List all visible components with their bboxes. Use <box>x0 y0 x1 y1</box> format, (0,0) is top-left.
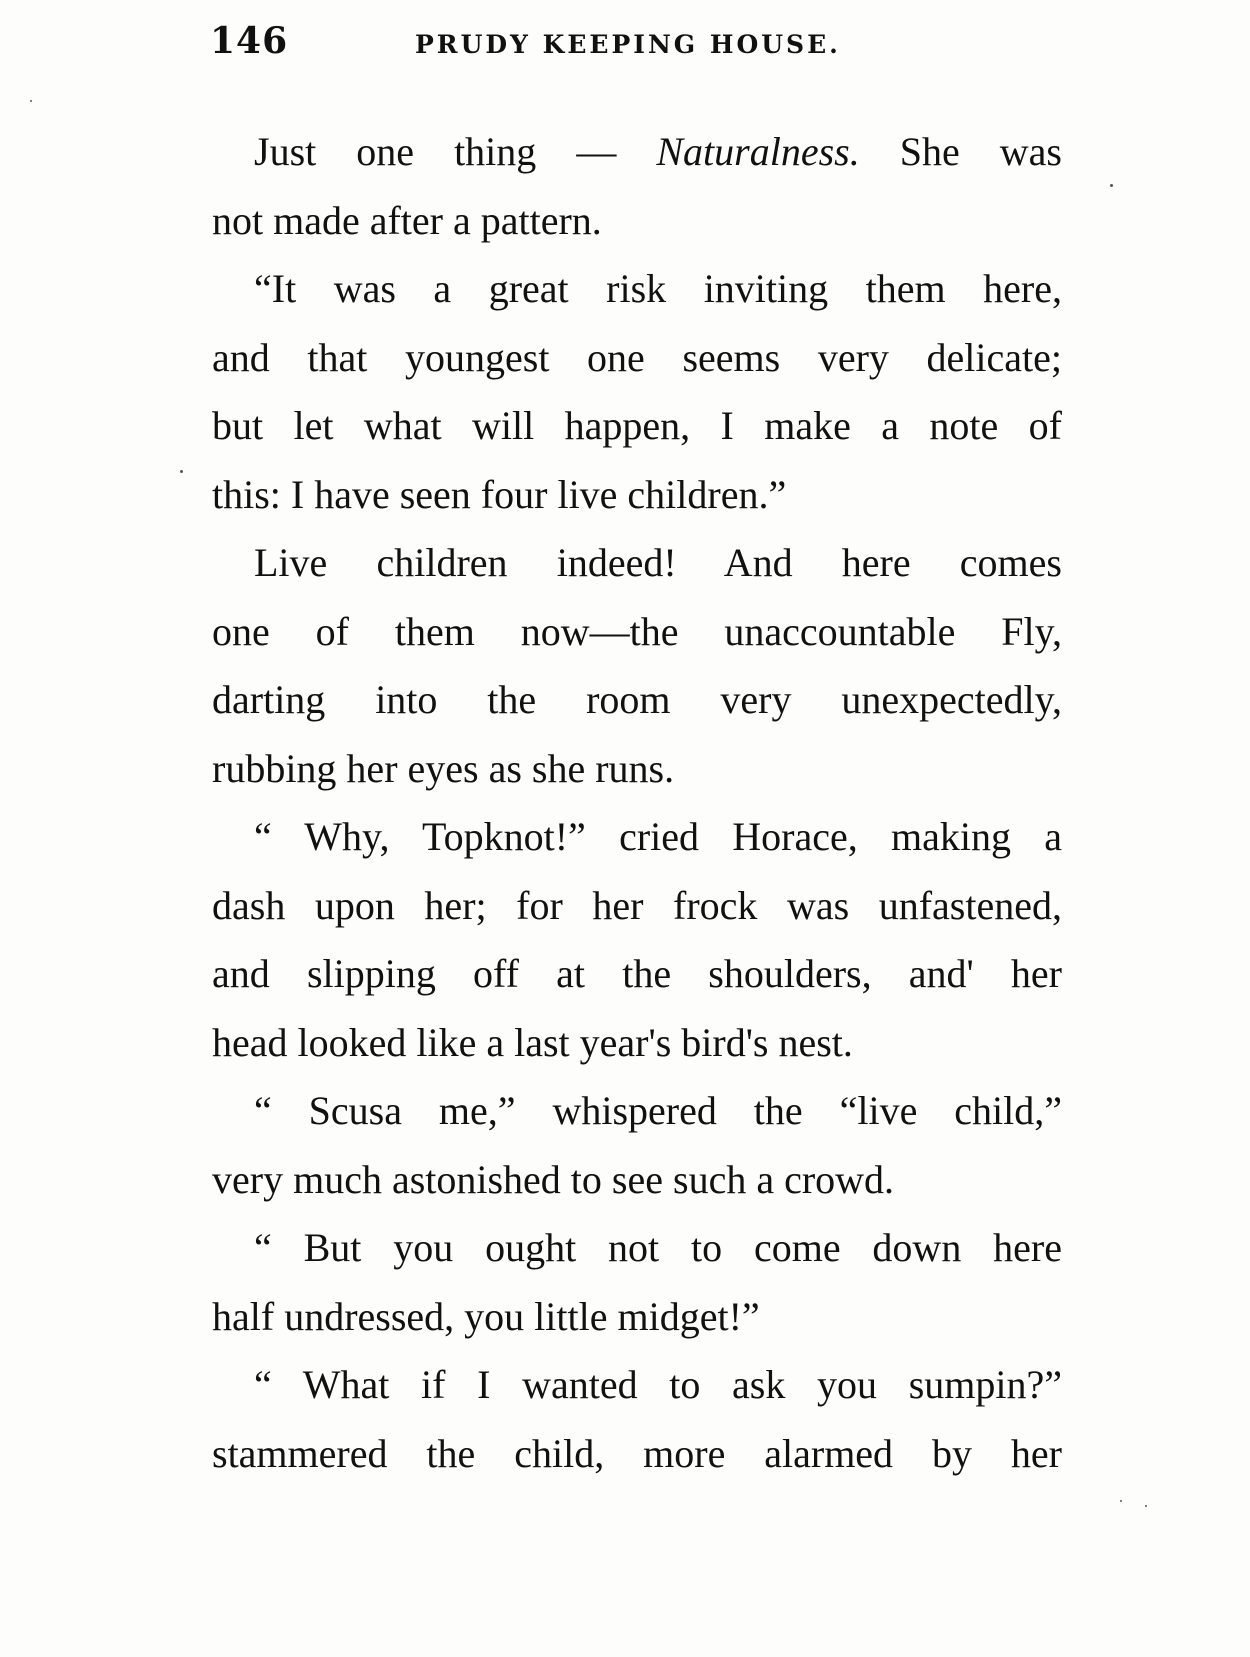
scan-speck <box>1110 184 1113 187</box>
scan-speck <box>1120 1500 1122 1502</box>
text-line: head looked like a last year's bird's nest. <box>212 1019 853 1065</box>
text-line: “ But you ought not to come down here <box>254 1225 1062 1270</box>
running-head: PRUDY KEEPING HOUSE. <box>415 30 841 59</box>
text-line: darting into the room very unexpectedly, <box>212 677 1062 722</box>
text-line: “ Why, Topknot!” cried Horace, making a <box>254 814 1062 859</box>
scan-speck <box>180 470 183 473</box>
italic-word: Naturalness. <box>656 129 860 174</box>
text-line-post: She was <box>859 129 1062 174</box>
text-line: Live children indeed! And here comes <box>254 540 1062 585</box>
text-line: and slipping off at the shoulders, and' her <box>212 951 1062 996</box>
page-number: 146 <box>210 20 289 62</box>
scan-speck <box>1145 1505 1147 1507</box>
text-line: stammered the child, more alarmed by her <box>212 1430 1062 1476</box>
text-line: and that youngest one seems very delicate; <box>212 334 1062 380</box>
text-line: “It was a great risk inviting them here, <box>254 266 1062 311</box>
text-line: “ What if I wanted to ask you sumpin?” <box>254 1362 1062 1407</box>
text-line: not made after a pattern. <box>212 197 602 243</box>
body-text <box>212 118 1062 1488</box>
text-line: rubbing her eyes as she runs. <box>212 745 675 791</box>
text-line: but let what will happen, I make a note of <box>212 403 1062 448</box>
text-line: one of them now—the unaccountable Fly, <box>212 608 1062 654</box>
scan-speck <box>30 100 32 102</box>
text-line: dash upon her; for her frock was unfastened, <box>212 882 1062 928</box>
text-line <box>212 118 1062 187</box>
text-line: half undressed, you little midget!” <box>212 1293 760 1339</box>
text-line-pre: Just one thing — <box>254 129 657 174</box>
text-line: this: I have seen four live children.” <box>212 471 787 517</box>
text-line: “ Scusa me,” whispered the “live child,” <box>254 1088 1062 1133</box>
text-line: very much astonished to see such a crowd. <box>212 1156 895 1202</box>
page-header <box>210 20 1060 80</box>
